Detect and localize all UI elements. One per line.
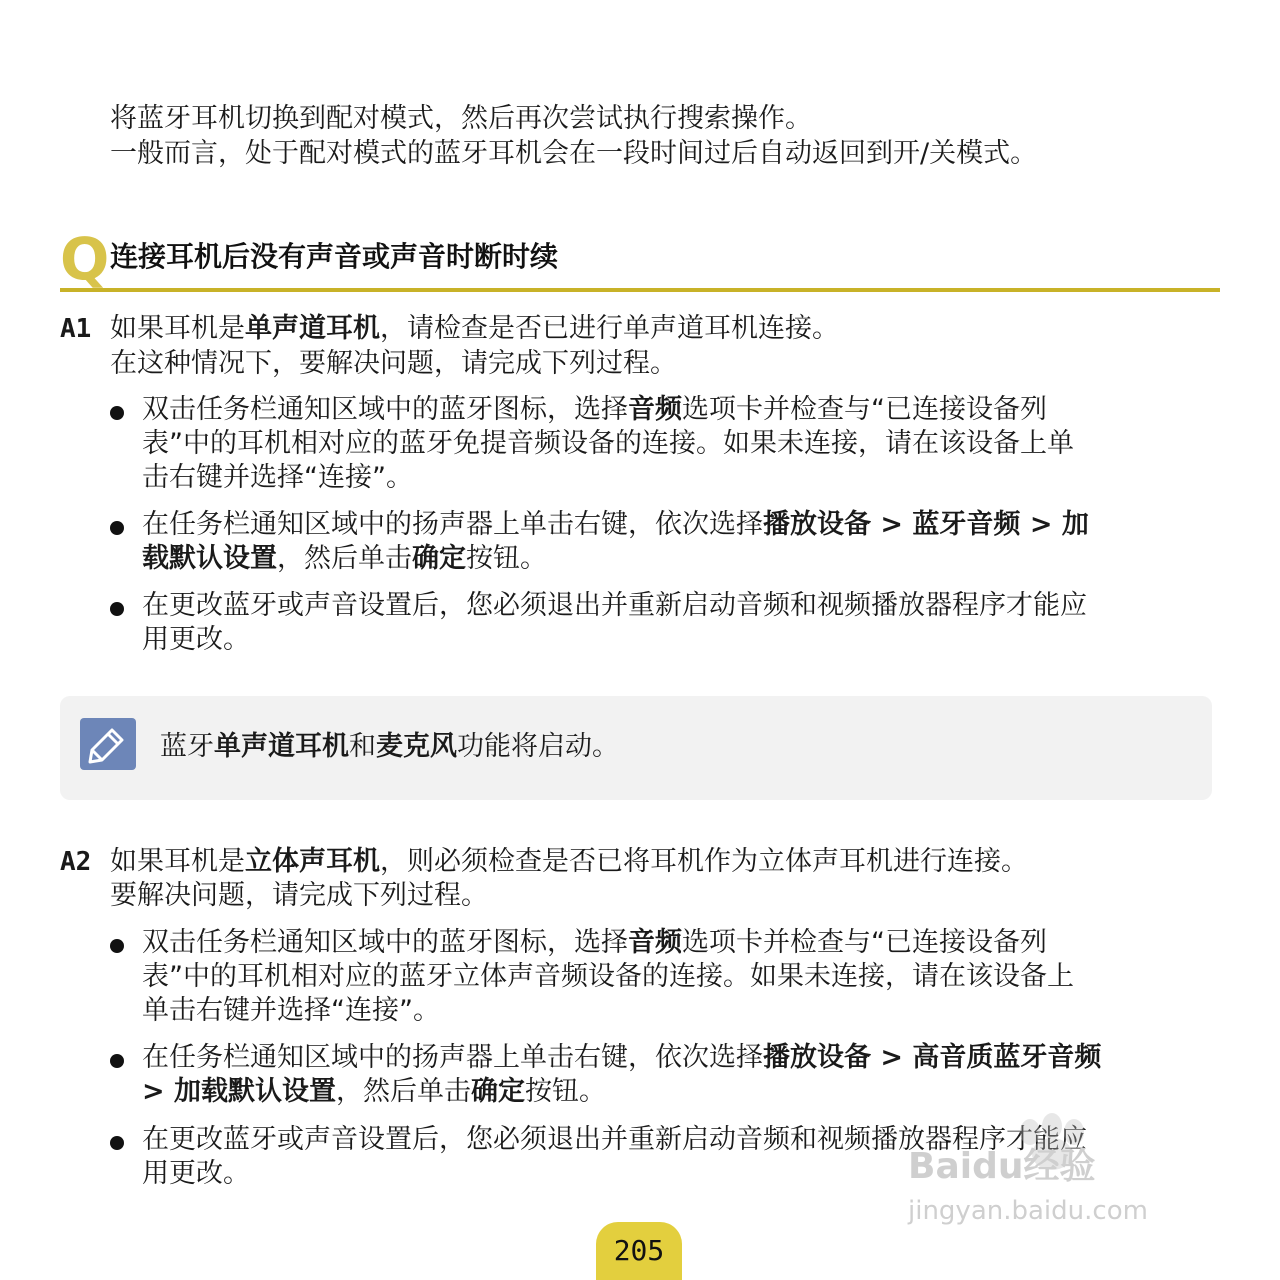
bullet-dot <box>110 1054 124 1068</box>
intro-line-1: 将蓝牙耳机切换到配对模式，然后再次尝试执行搜索操作。 <box>110 103 812 134</box>
a1-bullet-3: 在更改蓝牙或声音设置后，您必须退出并重新启动音频和视频播放器程序才能应 用更改。 <box>142 590 1087 655</box>
bullet-dot <box>110 602 124 616</box>
note-box <box>60 696 1212 800</box>
a2-bullet-3: 在更改蓝牙或声音设置后，您必须退出并重新启动音频和视频播放器程序才能应 用更改。 <box>142 1124 1087 1189</box>
bullet-dot <box>110 521 124 535</box>
a2-bullet-2: 在任务栏通知区域中的扬声器上单击右键，依次选择播放设备 > 高音质蓝牙音频 > 加载默认设置，然后单击确定按钮。 <box>142 1042 1102 1107</box>
pencil-note-icon <box>80 718 136 770</box>
a1-bullet-1: 双击任务栏通知区域中的蓝牙图标，选择音频选项卡并检查与“已连接设备列 表”中的耳机相对应的蓝牙免提音频设备的连接。如果未连接，请在该设备上单 击右键并选择“连接”。 <box>142 394 1074 493</box>
a1-bullet-2: 在任务栏通知区域中的扬声器上单击右键，依次选择播放设备 > 蓝牙音频 > 加 载默认设置，然后单击确定按钮。 <box>142 509 1089 574</box>
question-heading <box>60 225 1220 293</box>
answer-label-a1: A1 <box>60 314 92 344</box>
a1-line-2: 在这种情况下，要解决问题，请完成下列过程。 <box>110 348 677 379</box>
a2-bullet-1: 双击任务栏通知区域中的蓝牙图标，选择音频选项卡并检查与“已连接设备列 表”中的耳机相对应的蓝牙立体声音频设备的连接。如果未连接，请在该设备上 单击右键并选择“连接”。 <box>142 927 1074 1026</box>
a1-line-1: 如果耳机是单声道耳机，请检查是否已进行单声道耳机连接。 <box>110 313 839 344</box>
intro-line-2: 一般而言，处于配对模式的蓝牙耳机会在一段时间过后自动返回到开/关模式。 <box>110 138 1038 169</box>
a2-line-2: 要解决问题，请完成下列过程。 <box>110 880 488 911</box>
watermark-brand: Baidu经验 <box>908 1146 1096 1187</box>
bullet-dot <box>110 406 124 420</box>
bullet-dot <box>110 939 124 953</box>
bullet-dot <box>110 1136 124 1150</box>
question-title: 连接耳机后没有声音或声音时断时续 <box>110 240 559 273</box>
watermark-url: jingyan.baidu.com <box>908 1196 1148 1226</box>
a2-line-1: 如果耳机是立体声耳机，则必须检查是否已将耳机作为立体声耳机进行连接。 <box>110 846 1028 877</box>
answer-label-a2: A2 <box>60 847 92 877</box>
q-letter: Q <box>60 225 110 293</box>
page-number: 205 <box>596 1222 682 1280</box>
note-text: 蓝牙单声道耳机和麦克风功能将启动。 <box>160 731 619 762</box>
